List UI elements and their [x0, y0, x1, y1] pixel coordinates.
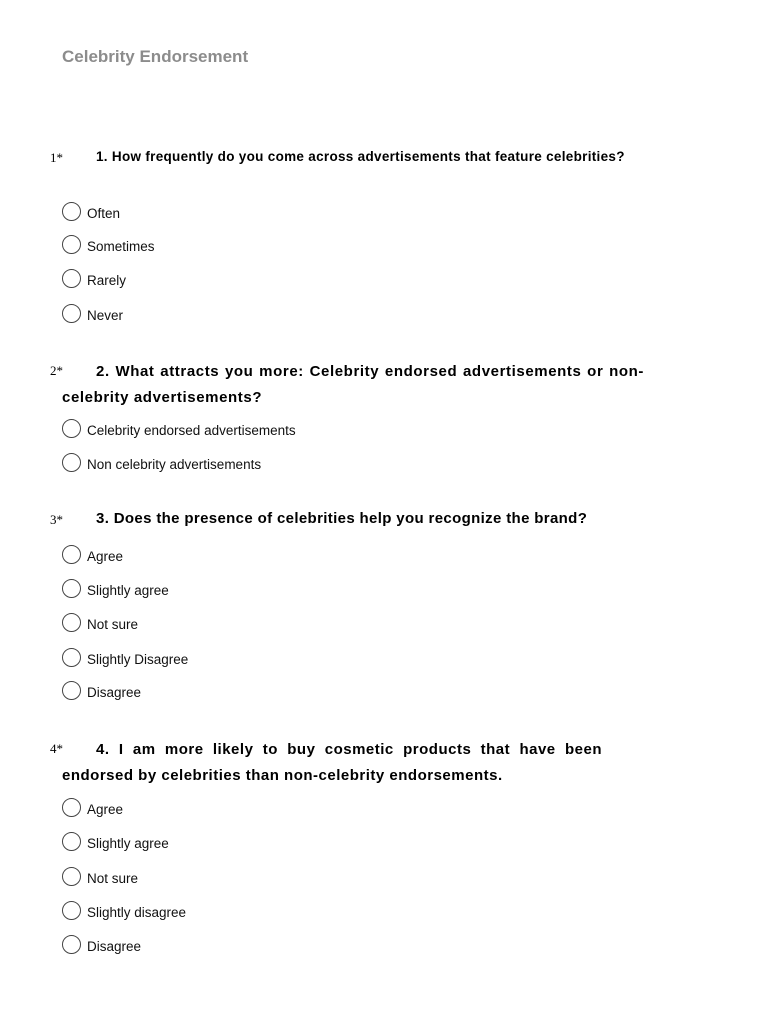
radio-button[interactable]	[62, 304, 81, 323]
question-text: 3. Does the presence of celebrities help you recognize the brand?	[96, 510, 588, 527]
radio-button[interactable]	[62, 798, 81, 817]
radio-button[interactable]	[62, 935, 81, 954]
radio-button[interactable]	[62, 867, 81, 886]
radio-button[interactable]	[62, 901, 81, 920]
radio-option-not-sure[interactable]: Not sure	[62, 616, 138, 638]
radio-button[interactable]	[62, 545, 81, 564]
radio-option-slightly-disagree[interactable]: Slightly Disagree	[62, 651, 188, 673]
radio-option-non-celebrity[interactable]: Non celebrity advertisements	[62, 456, 261, 478]
question-number: 3*	[50, 512, 63, 527]
question-text: 2. What attracts you more: Celebrity endorsed advertisements or non-celebrity advertisements?	[62, 363, 644, 406]
radio-option-disagree[interactable]: Disagree	[62, 684, 141, 706]
radio-option-rarely[interactable]: Rarely	[62, 272, 126, 294]
question-text: 1. How frequently do you come across advertisements that feature celebrities?	[96, 149, 625, 164]
radio-option-slightly-disagree[interactable]: Slightly disagree	[62, 904, 186, 926]
radio-option-slightly-agree[interactable]: Slightly agree	[62, 582, 169, 604]
radio-option-agree[interactable]: Agree	[62, 548, 123, 570]
question-text: 4. I am more likely to buy cosmetic products that have been endorsed by celebrities than non-celebrity endorsements.	[62, 741, 602, 784]
radio-button[interactable]	[62, 648, 81, 667]
radio-option-sometimes[interactable]: Sometimes	[62, 238, 155, 260]
radio-button[interactable]	[62, 453, 81, 472]
question-number: 4*	[50, 741, 63, 756]
radio-option-disagree[interactable]: Disagree	[62, 938, 141, 960]
radio-button[interactable]	[62, 202, 81, 221]
radio-button[interactable]	[62, 681, 81, 700]
radio-option-not-sure[interactable]: Not sure	[62, 870, 138, 892]
radio-button[interactable]	[62, 613, 81, 632]
radio-option-celebrity-endorsed[interactable]: Celebrity endorsed advertisements	[62, 422, 296, 444]
radio-button[interactable]	[62, 419, 81, 438]
radio-option-often[interactable]: Often	[62, 205, 120, 227]
question-number: 2*	[50, 363, 63, 378]
radio-option-never[interactable]: Never	[62, 307, 123, 329]
radio-option-agree[interactable]: Agree	[62, 801, 123, 823]
radio-button[interactable]	[62, 579, 81, 598]
radio-button[interactable]	[62, 235, 81, 254]
radio-option-slightly-agree[interactable]: Slightly agree	[62, 835, 169, 857]
radio-button[interactable]	[62, 832, 81, 851]
question-number: 1*	[50, 150, 63, 165]
radio-button[interactable]	[62, 269, 81, 288]
page-title: Celebrity Endorsement	[62, 47, 249, 66]
